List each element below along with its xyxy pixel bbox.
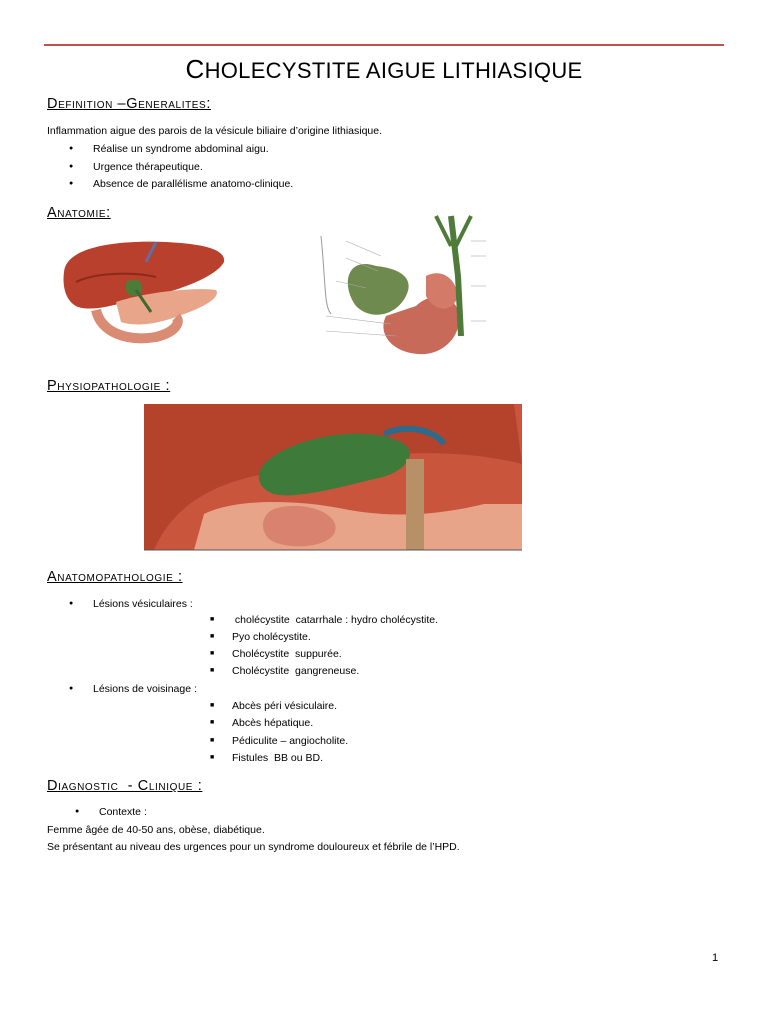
lesions-voisinage-label: ● Lésions de voisinage :: [93, 682, 197, 696]
diagnostic-context-label: ● Contexte :: [99, 805, 147, 819]
lesion-voisinage-4: ■ Fistules BB ou BD.: [232, 751, 323, 765]
diagnostic-line-1: Femme âgée de 40-50 ans, obèse, diabétique.: [47, 824, 265, 836]
heading-physiopathologie: Physiopathologie :: [47, 378, 171, 394]
lesion-vesiculaire-4: ■ Cholécystite gangreneuse.: [232, 664, 359, 678]
lesion-vesiculaire-1: ■ cholécystite catarrhale : hydro cholécystite.: [232, 613, 438, 627]
diagnostic-line-2: Se présentant au niveau des urgences pour un syndrome douloureux et fébrile de l’HPD.: [47, 841, 460, 853]
definition-bullet-1: ● Réalise un syndrome abdominal aigu.: [93, 142, 269, 156]
heading-definition: Definition –Generalites:: [47, 96, 211, 112]
liver-illustration: [56, 232, 231, 347]
lesion-voisinage-1: ■ Abcès péri vésiculaire.: [232, 699, 337, 713]
lesion-voisinage-2: ■ Abcès hépatique.: [232, 716, 313, 730]
page-title: [0, 54, 768, 85]
title-rest: HOLECYSTITE AIGUE LITHIASIQUE: [204, 58, 583, 83]
lesion-vesiculaire-2: ■ Pyo cholécystite.: [232, 630, 311, 644]
lesion-vesiculaire-3: ■ Cholécystite suppurée.: [232, 647, 342, 661]
lesions-vesiculaires-label: ● Lésions vésiculaires :: [93, 597, 193, 611]
physiopathology-illustration: [144, 404, 522, 551]
heading-diagnostic: Diagnostic - Clinique :: [47, 778, 203, 794]
page-number: 1: [712, 952, 719, 964]
biliary-anatomy-illustration: [286, 196, 508, 356]
definition-bullet-3: ● Absence de parallélisme anatomo-clinique.: [93, 177, 293, 191]
heading-anatomopathologie: Anatomopathologie :: [47, 569, 183, 585]
definition-bullet-2: ● Urgence thérapeutique.: [93, 160, 203, 174]
lesion-voisinage-3: ■ Pédiculite – angiocholite.: [232, 734, 348, 748]
top-rule: [44, 44, 724, 46]
definition-intro: Inflammation aigue des parois de la vésicule biliaire d’origine lithiasique.: [47, 125, 383, 137]
heading-anatomie: Anatomie:: [47, 205, 111, 221]
title-first-letter: C: [185, 54, 205, 84]
